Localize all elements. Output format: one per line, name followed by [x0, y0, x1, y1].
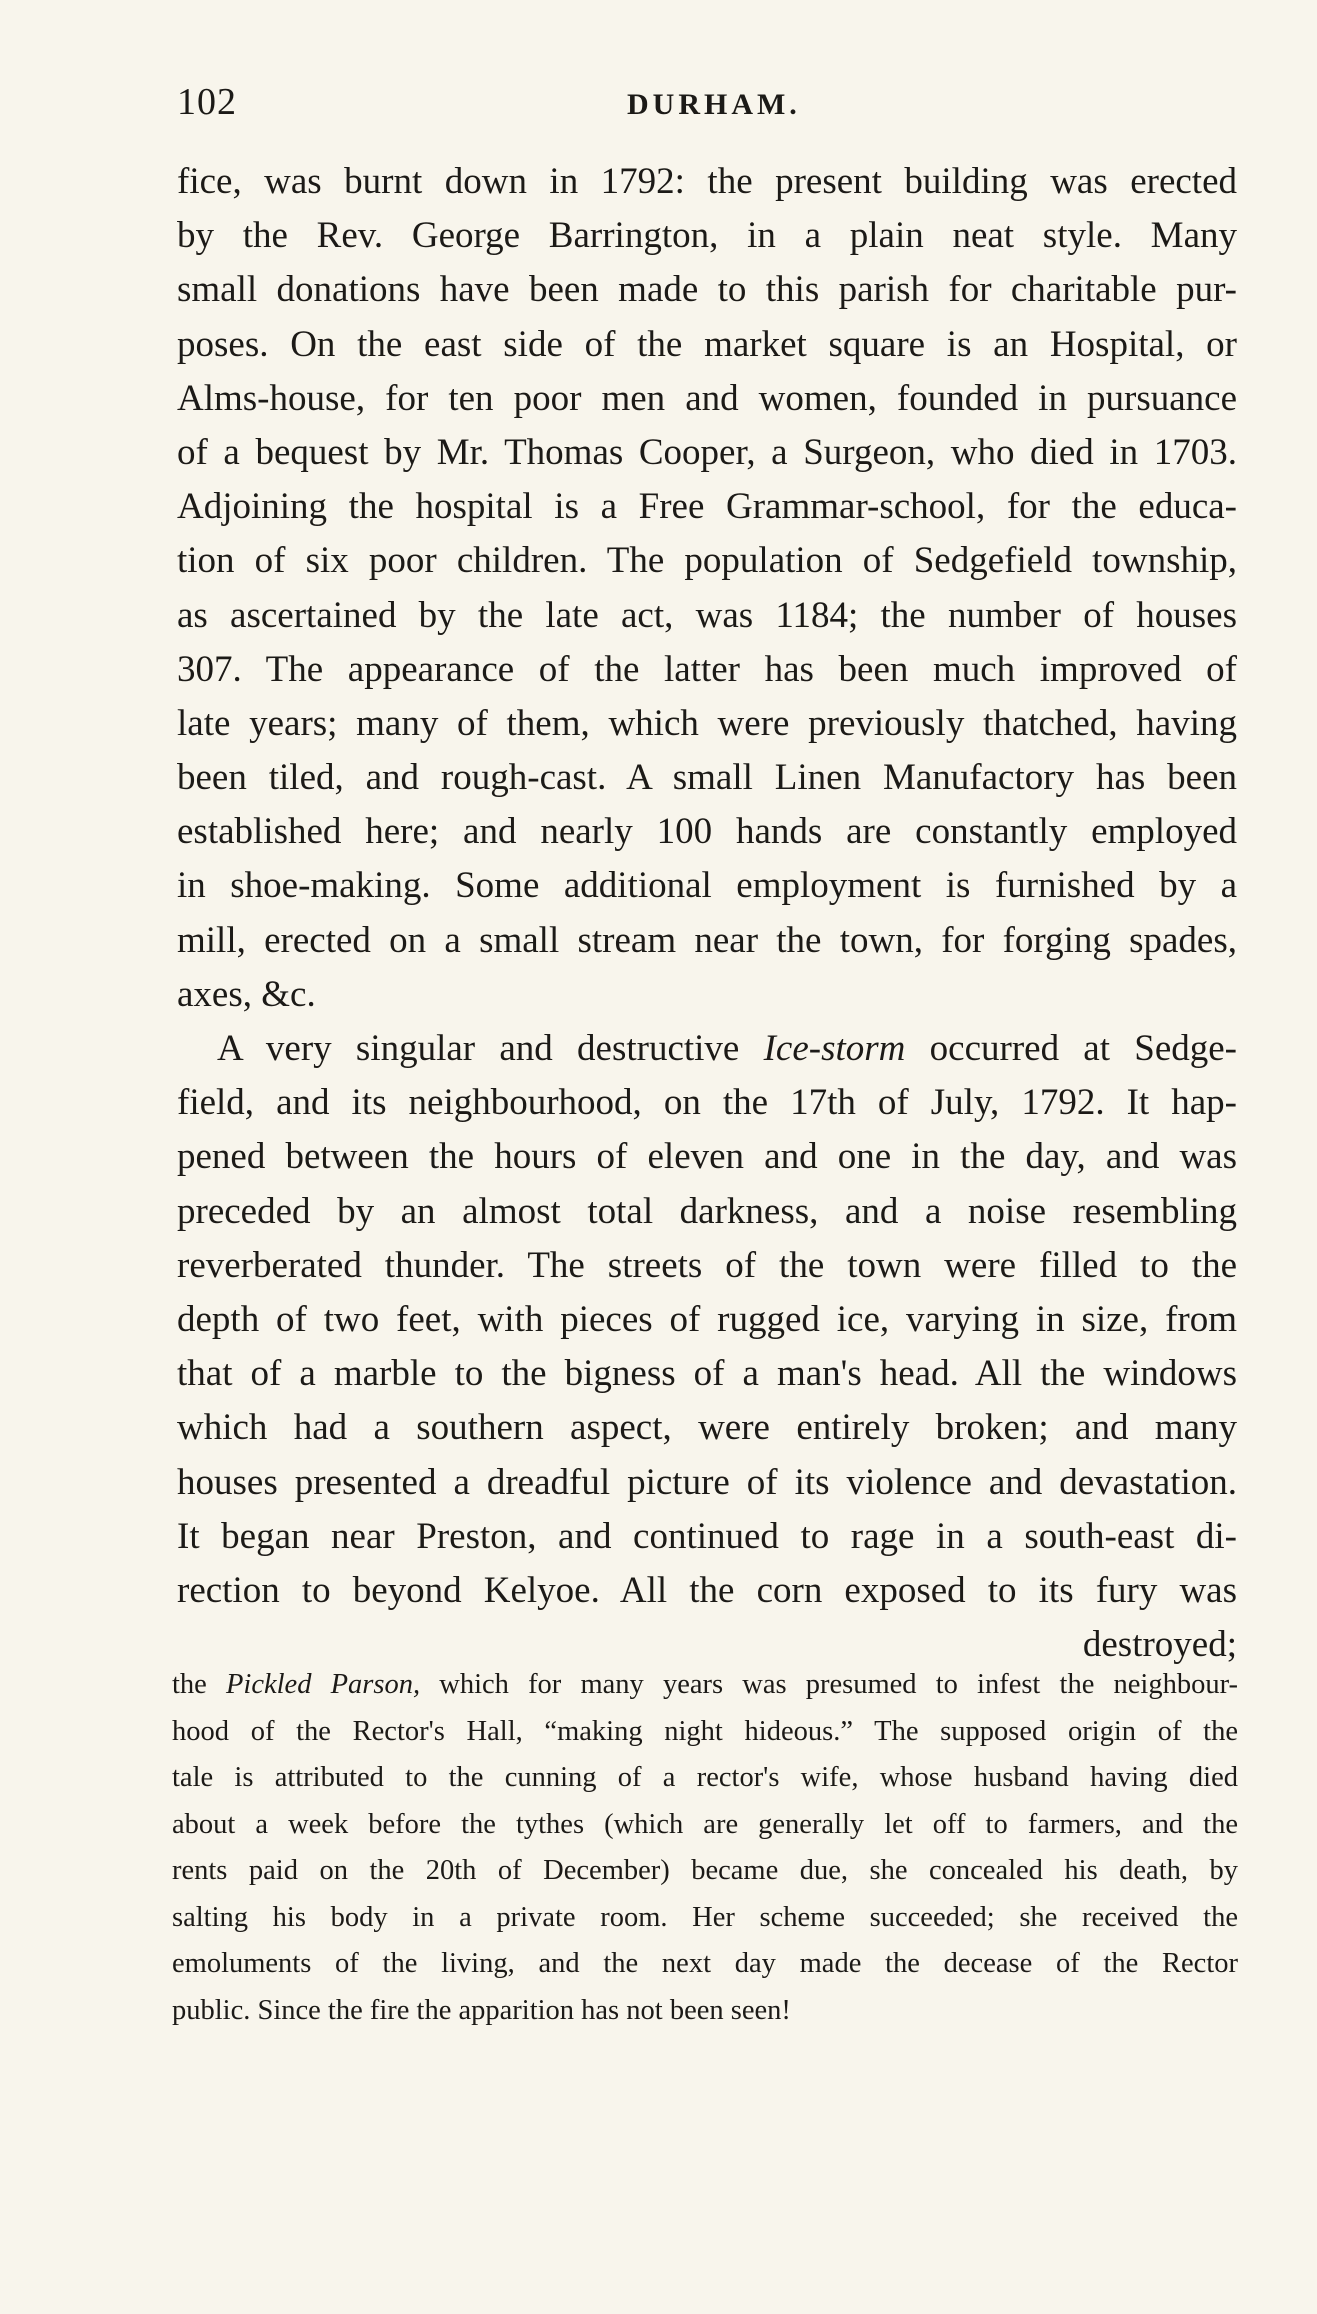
text-line: in shoe-making. Some additional employment is furnished by a — [177, 865, 1237, 907]
footnote-line: hood of the Rector's Hall, “making night hideous.” The supposed origin of the — [172, 1715, 1238, 1747]
text-line: Adjoining the hospital is a Free Grammar-school, for the educa- — [177, 486, 1237, 528]
text-run: the — [172, 1669, 207, 1700]
page-header — [177, 80, 1237, 130]
text-line: tion of six poor children. The population of Sedgefield township, — [177, 540, 1237, 582]
main-text — [177, 155, 1237, 1672]
text-line: rection to beyond Kelyoe. All the corn exposed to its fury was — [177, 1569, 1237, 1611]
text-run: A very singular and destructive — [217, 1028, 740, 1069]
italic-term: Pickled Parson, — [226, 1669, 421, 1700]
text-line: small donations have been made to this parish for charitable pur- — [177, 269, 1237, 311]
paragraph-opening-line — [177, 1022, 1237, 1076]
text-line: depth of two feet, with pieces of rugged ice, varying in size, from — [177, 1298, 1237, 1340]
text-line: by the Rev. George Barrington, in a plain neat style. Many — [177, 215, 1237, 257]
footnote-line: rents paid on the 20th of December) became due, she concealed his death, by — [172, 1855, 1238, 1886]
text-line: houses presented a dreadful picture of its violence and devastation. — [177, 1461, 1237, 1503]
text-line: field, and its neighbourhood, on the 17th of July, 1792. It hap- — [177, 1082, 1237, 1124]
text-line: which had a southern aspect, were entirely broken; and many — [177, 1407, 1237, 1449]
footnote-line: salting his body in a private room. Her scheme succeeded; she received the — [172, 1901, 1238, 1933]
text-line: as ascertained by the late act, was 1184; the number of houses — [177, 594, 1237, 636]
text-line: established here; and nearly 100 hands are constantly employed — [177, 811, 1237, 853]
text-run: occurred at Sedge- — [929, 1028, 1238, 1069]
italic-term: Ice-storm — [763, 1028, 906, 1069]
text-line: of a bequest by Mr. Thomas Cooper, a Surgeon, who died in 1703. — [177, 431, 1237, 473]
running-head: DURHAM. — [627, 88, 801, 121]
footnote — [172, 1662, 1238, 2034]
text-run: which for many years was presumed to infest the neighbour- — [439, 1669, 1238, 1700]
footnote-first-line — [172, 1662, 1238, 1709]
text-line: that of a marble to the bigness of a man's head. All the windows — [177, 1353, 1237, 1395]
footnote-line: about a week before the tythes (which are generally let off to farmers, and the — [172, 1808, 1238, 1840]
text-line: late years; many of them, which were previously thatched, having — [177, 702, 1237, 744]
text-line: It began near Preston, and continued to rage in a south-east di- — [177, 1515, 1237, 1557]
page-number: 102 — [177, 81, 237, 123]
text-line: fice, was burnt down in 1792: the present building was erected — [177, 161, 1237, 202]
text-line: reverberated thunder. The streets of the town were filled to the — [177, 1244, 1237, 1286]
catchword: destroyed; — [1082, 1624, 1237, 1666]
footnote-line: public. Since the fire the apparition has not been seen! — [172, 1994, 791, 2026]
text-line: been tiled, and rough-cast. A small Linen Manufactory has been — [177, 757, 1237, 799]
footnote-line: emoluments of the living, and the next day made the decease of the Rector — [172, 1948, 1238, 1979]
text-line: 307. The appearance of the latter has been much improved of — [177, 648, 1237, 690]
text-line: axes, &c. — [177, 973, 316, 1015]
text-line: preceded by an almost total darkness, and a noise resembling — [177, 1190, 1237, 1232]
footnote-line: tale is attributed to the cunning of a rector's wife, whose husband having died — [172, 1762, 1238, 1793]
text-line: pened between the hours of eleven and one in the day, and was — [177, 1136, 1237, 1178]
text-line: Alms-house, for ten poor men and women, founded in pursuance — [177, 377, 1237, 419]
text-line: poses. On the east side of the market square is an Hospital, or — [177, 323, 1237, 365]
text-line: mill, erected on a small stream near the town, for forging spades, — [177, 919, 1237, 961]
